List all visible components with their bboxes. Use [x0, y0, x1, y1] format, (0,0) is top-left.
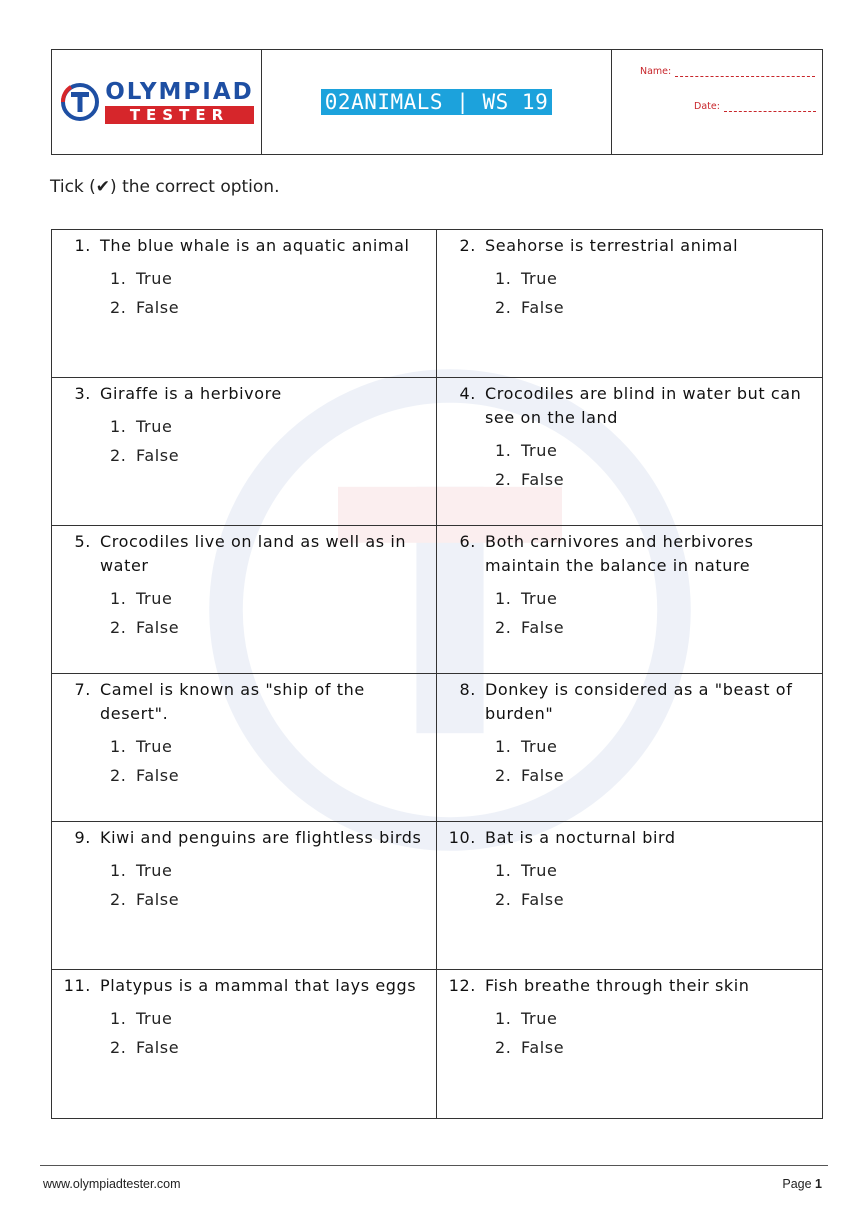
option-false[interactable]: 2. False: [110, 618, 180, 637]
page-number: 1: [815, 1177, 822, 1191]
instruction-text: Tick (✔) the correct option.: [50, 177, 280, 197]
option-false[interactable]: 2. False: [110, 766, 180, 785]
option-false[interactable]: 2. False: [110, 446, 180, 465]
question-number: 3.: [74, 384, 91, 403]
option-true[interactable]: 1. True: [110, 861, 173, 880]
question-text: Camel is known as "ship of the desert".: [100, 680, 365, 723]
option-false[interactable]: 2. False: [495, 470, 565, 489]
date-field[interactable]: [694, 101, 816, 112]
logo-line1: OLYMPIAD: [105, 79, 254, 105]
question-number: 12.: [448, 976, 476, 995]
page-label: Page: [782, 1177, 812, 1191]
option-true[interactable]: 1. True: [110, 589, 173, 608]
question-number: 5.: [74, 532, 91, 551]
question-text: Crocodiles live on land as well as in water: [100, 532, 407, 575]
question-text: Crocodiles are blind in water but can see on the land: [485, 384, 802, 427]
question-number: 7.: [74, 680, 91, 699]
question-number: 6.: [459, 532, 476, 551]
question-cell-10: [437, 822, 822, 970]
option-false[interactable]: 2. False: [110, 890, 180, 909]
question-number: 8.: [459, 680, 476, 699]
footer-divider: [40, 1165, 828, 1166]
question-cell-9: [52, 822, 437, 970]
option-true[interactable]: 1. True: [110, 417, 173, 436]
option-false[interactable]: 2. False: [495, 1038, 565, 1057]
footer-website: www.olympiadtester.com: [43, 1177, 181, 1191]
question-number: 2.: [459, 236, 476, 255]
question-text: The blue whale is an aquatic animal: [100, 236, 410, 255]
question-cell-12: [437, 970, 822, 1118]
question-text: Both carnivores and herbivores maintain the balance in nature: [485, 532, 754, 575]
name-field[interactable]: [640, 66, 815, 77]
option-true[interactable]: 1. True: [495, 589, 558, 608]
student-fields: [612, 50, 822, 154]
logo-cell: [52, 50, 262, 154]
question-cell-3: [52, 378, 437, 526]
logo-mark-icon: [59, 81, 101, 123]
logo-line2: TESTER: [105, 106, 253, 124]
question-number: 10.: [448, 828, 476, 847]
option-true[interactable]: 1. True: [495, 269, 558, 288]
question-cell-2: [437, 230, 822, 378]
name-blank[interactable]: [675, 69, 815, 77]
question-number: 9.: [74, 828, 91, 847]
question-cell-11: [52, 970, 437, 1118]
option-false[interactable]: 2. False: [110, 298, 180, 317]
option-true[interactable]: 1. True: [495, 1009, 558, 1028]
question-text: Kiwi and penguins are flightless birds: [100, 828, 422, 847]
option-false[interactable]: 2. False: [495, 890, 565, 909]
question-cell-5: [52, 526, 437, 674]
question-text: Seahorse is terrestrial animal: [485, 236, 739, 255]
option-false[interactable]: 2. False: [495, 618, 565, 637]
date-blank[interactable]: [724, 104, 816, 112]
option-true[interactable]: 1. True: [495, 861, 558, 880]
option-false[interactable]: 2. False: [495, 766, 565, 785]
question-number: 4.: [459, 384, 476, 403]
worksheet-header: [51, 49, 823, 155]
date-label: Date:: [694, 101, 720, 112]
footer-page: [782, 1177, 822, 1191]
option-true[interactable]: 1. True: [110, 1009, 173, 1028]
option-false[interactable]: 2. False: [495, 298, 565, 317]
olympiad-tester-logo: [59, 80, 253, 124]
question-text: Giraffe is a herbivore: [100, 384, 282, 403]
questions-table: [51, 229, 823, 1119]
title-cell: [262, 50, 612, 154]
question-number: 1.: [74, 236, 91, 255]
question-cell-8: [437, 674, 822, 822]
worksheet-title: 02ANIMALS | WS 19: [321, 89, 552, 115]
option-true[interactable]: 1. True: [495, 737, 558, 756]
option-true[interactable]: 1. True: [110, 269, 173, 288]
question-text: Fish breathe through their skin: [485, 976, 750, 995]
question-text: Platypus is a mammal that lays eggs: [100, 976, 417, 995]
question-cell-6: [437, 526, 822, 674]
question-cell-7: [52, 674, 437, 822]
option-false[interactable]: 2. False: [110, 1038, 180, 1057]
question-text: Bat is a nocturnal bird: [485, 828, 676, 847]
question-text: Donkey is considered as a "beast of burden": [485, 680, 793, 723]
name-label: Name:: [640, 66, 672, 77]
question-number: 11.: [63, 976, 91, 995]
option-true[interactable]: 1. True: [495, 441, 558, 460]
question-cell-1: [52, 230, 437, 378]
question-cell-4: [437, 378, 822, 526]
option-true[interactable]: 1. True: [110, 737, 173, 756]
